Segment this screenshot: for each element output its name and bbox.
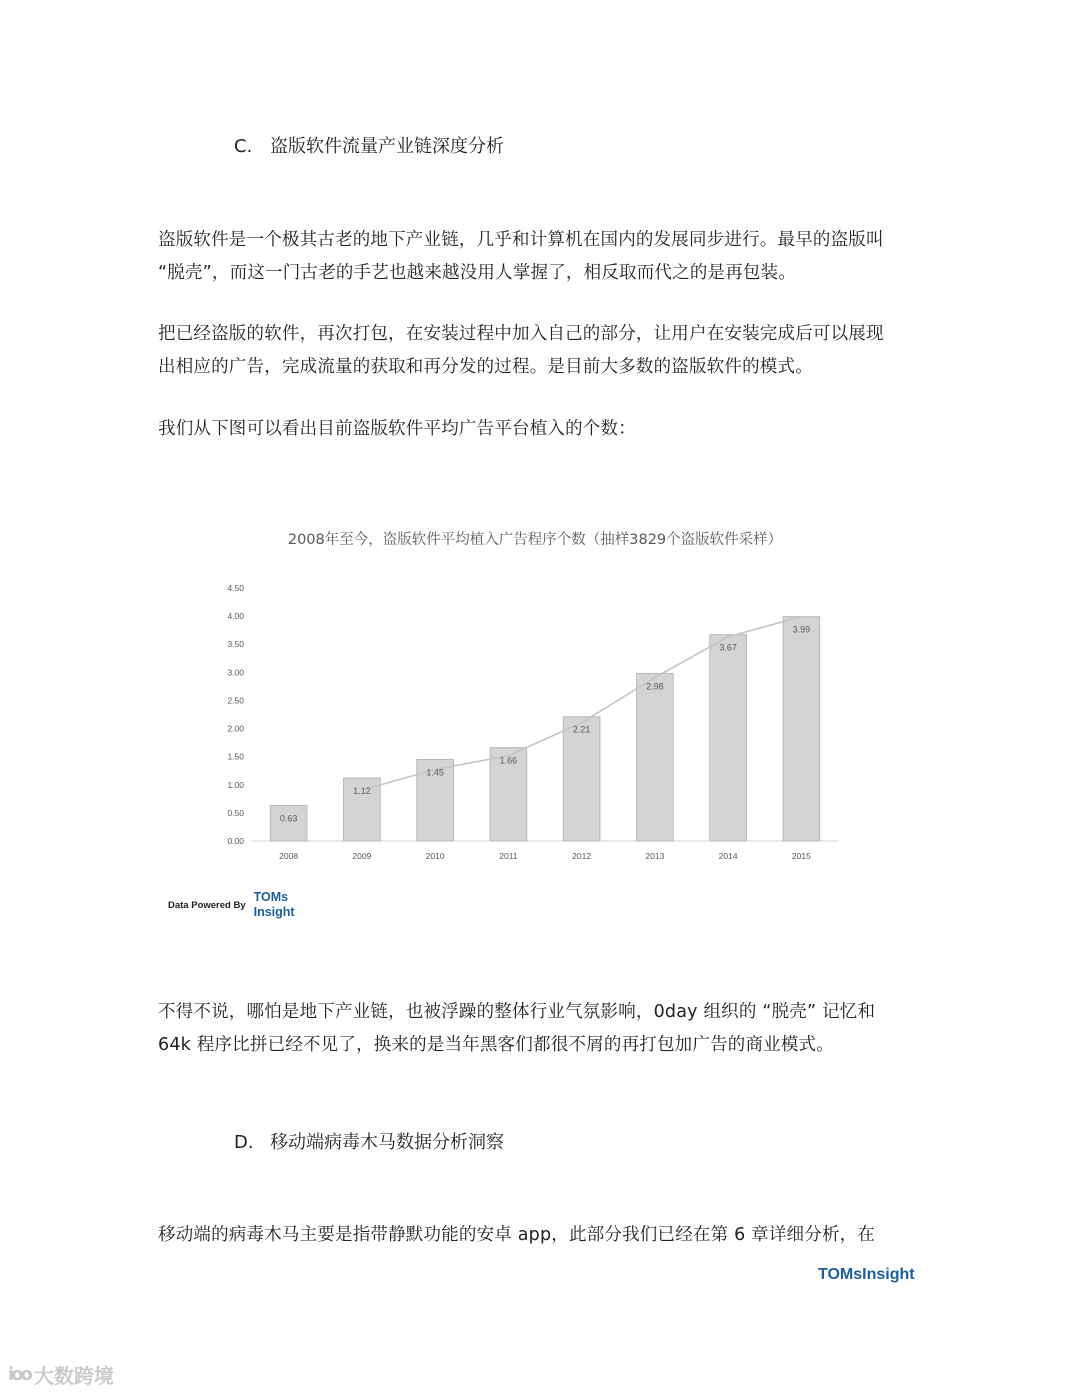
y-tick-label: 3.00 — [227, 667, 244, 678]
x-tick-label-2013: 2013 — [645, 851, 665, 861]
bar-2012 — [563, 717, 600, 841]
paragraph-5-line-1: 移动端的病毒木马主要是指带静默功能的安卓 app，此部分我们已经在第 6 章详细分析，在 — [158, 1225, 876, 1245]
data-label-2014: 3.67 — [719, 642, 737, 653]
x-tick-label-2008: 2008 — [279, 851, 299, 861]
y-tick-label: 4.00 — [227, 611, 244, 622]
data-label-2012: 2.21 — [572, 724, 591, 735]
x-tick-label-2011: 2011 — [499, 851, 518, 861]
paragraph-4 — [158, 996, 933, 1062]
brand-line-1: TOMs — [253, 890, 289, 904]
x-tick-label-2010: 2010 — [425, 851, 445, 861]
y-tick-label: 3.50 — [227, 639, 244, 650]
paragraph-1-line-2: “脱壳”，而这一门古老的手艺也越来越没用人掌握了，相反取而代之的是再包装。 — [158, 263, 797, 283]
data-label-2010: 1.45 — [426, 767, 444, 778]
footer-brand: TOMsInsight — [818, 1266, 915, 1283]
paragraph-2-line-2: 出相应的广告，完成流量的获取和再分发的过程。是目前大多数的盗版软件的模式。 — [158, 357, 813, 377]
bar-2014 — [710, 635, 747, 841]
paragraph-5 — [158, 1219, 933, 1252]
chart-svg — [160, 520, 860, 880]
watermark-logo-icon: ioo — [8, 1364, 30, 1385]
paragraph-1-line-1: 盗版软件是一个极其古老的地下产业链，几乎和计算机在国内的发展同步进行。最早的盗版叫 — [158, 230, 884, 250]
x-tick-label-2012: 2012 — [572, 851, 592, 861]
toms-insight-logo — [254, 890, 295, 920]
paragraph-2-line-1: 把已经盗版的软件，再次打包，在安装过程中加入自己的部分，让用户在安装完成后可以展现 — [158, 324, 884, 344]
paragraph-4-line-2: 64k 程序比拼已经不见了，换来的是当年黑客们都很不屑的再打包加广告的商业模式。 — [158, 1035, 834, 1055]
paragraph-4-line-1: 不得不说，哪怕是地下产业链，也被浮躁的整体行业气氛影响，0day 组织的 “脱壳” 记忆和 — [158, 1002, 876, 1022]
paragraph-3-line-1: 我们从下图可以看出目前盗版软件平均广告平台植入的个数： — [158, 419, 636, 439]
x-tick-label-2009: 2009 — [352, 851, 372, 861]
brand-line-2: Insight — [253, 905, 295, 919]
paragraph-2 — [158, 318, 933, 384]
data-powered-by: Data Powered By — [168, 899, 246, 911]
section-d-title: 移动端病毒木马数据分析洞察 — [270, 1132, 504, 1153]
data-label-2009: 1.12 — [353, 786, 371, 797]
y-tick-label: 1.50 — [227, 751, 244, 762]
y-tick-label: 1.00 — [227, 779, 244, 790]
bar-2013 — [637, 673, 674, 841]
chart-title: 2008年至今，盗版软件平均植入广告程序个数（抽样3829个盗版软件采样） — [287, 532, 783, 548]
y-tick-label: 2.50 — [227, 695, 244, 706]
y-tick-label: 0.00 — [227, 836, 244, 846]
y-tick-label: 0.50 — [227, 807, 244, 818]
watermark-text: 大数跨境 — [33, 1364, 114, 1388]
bar-chart — [160, 520, 860, 940]
watermark — [8, 1360, 114, 1389]
paragraph-1 — [158, 224, 933, 290]
section-d-letter: D. — [234, 1132, 254, 1153]
paragraph-3 — [158, 413, 933, 446]
y-tick-label: 2.00 — [227, 723, 244, 734]
section-c-title: 盗版软件流量产业链深度分析 — [270, 136, 504, 157]
section-d-heading — [234, 1128, 504, 1154]
data-label-2011: 1.66 — [499, 755, 518, 766]
section-c-heading — [234, 132, 504, 158]
bar-2015 — [783, 617, 820, 841]
section-c-letter: C. — [234, 136, 253, 157]
x-tick-label-2014: 2014 — [718, 851, 738, 861]
y-tick-label: 4.50 — [227, 583, 244, 593]
data-label-2015: 3.99 — [792, 624, 811, 635]
x-tick-label-2015: 2015 — [791, 851, 811, 861]
data-credit — [168, 890, 295, 920]
data-label-2013: 2.98 — [646, 681, 664, 692]
data-label-2008: 0.63 — [279, 813, 298, 824]
